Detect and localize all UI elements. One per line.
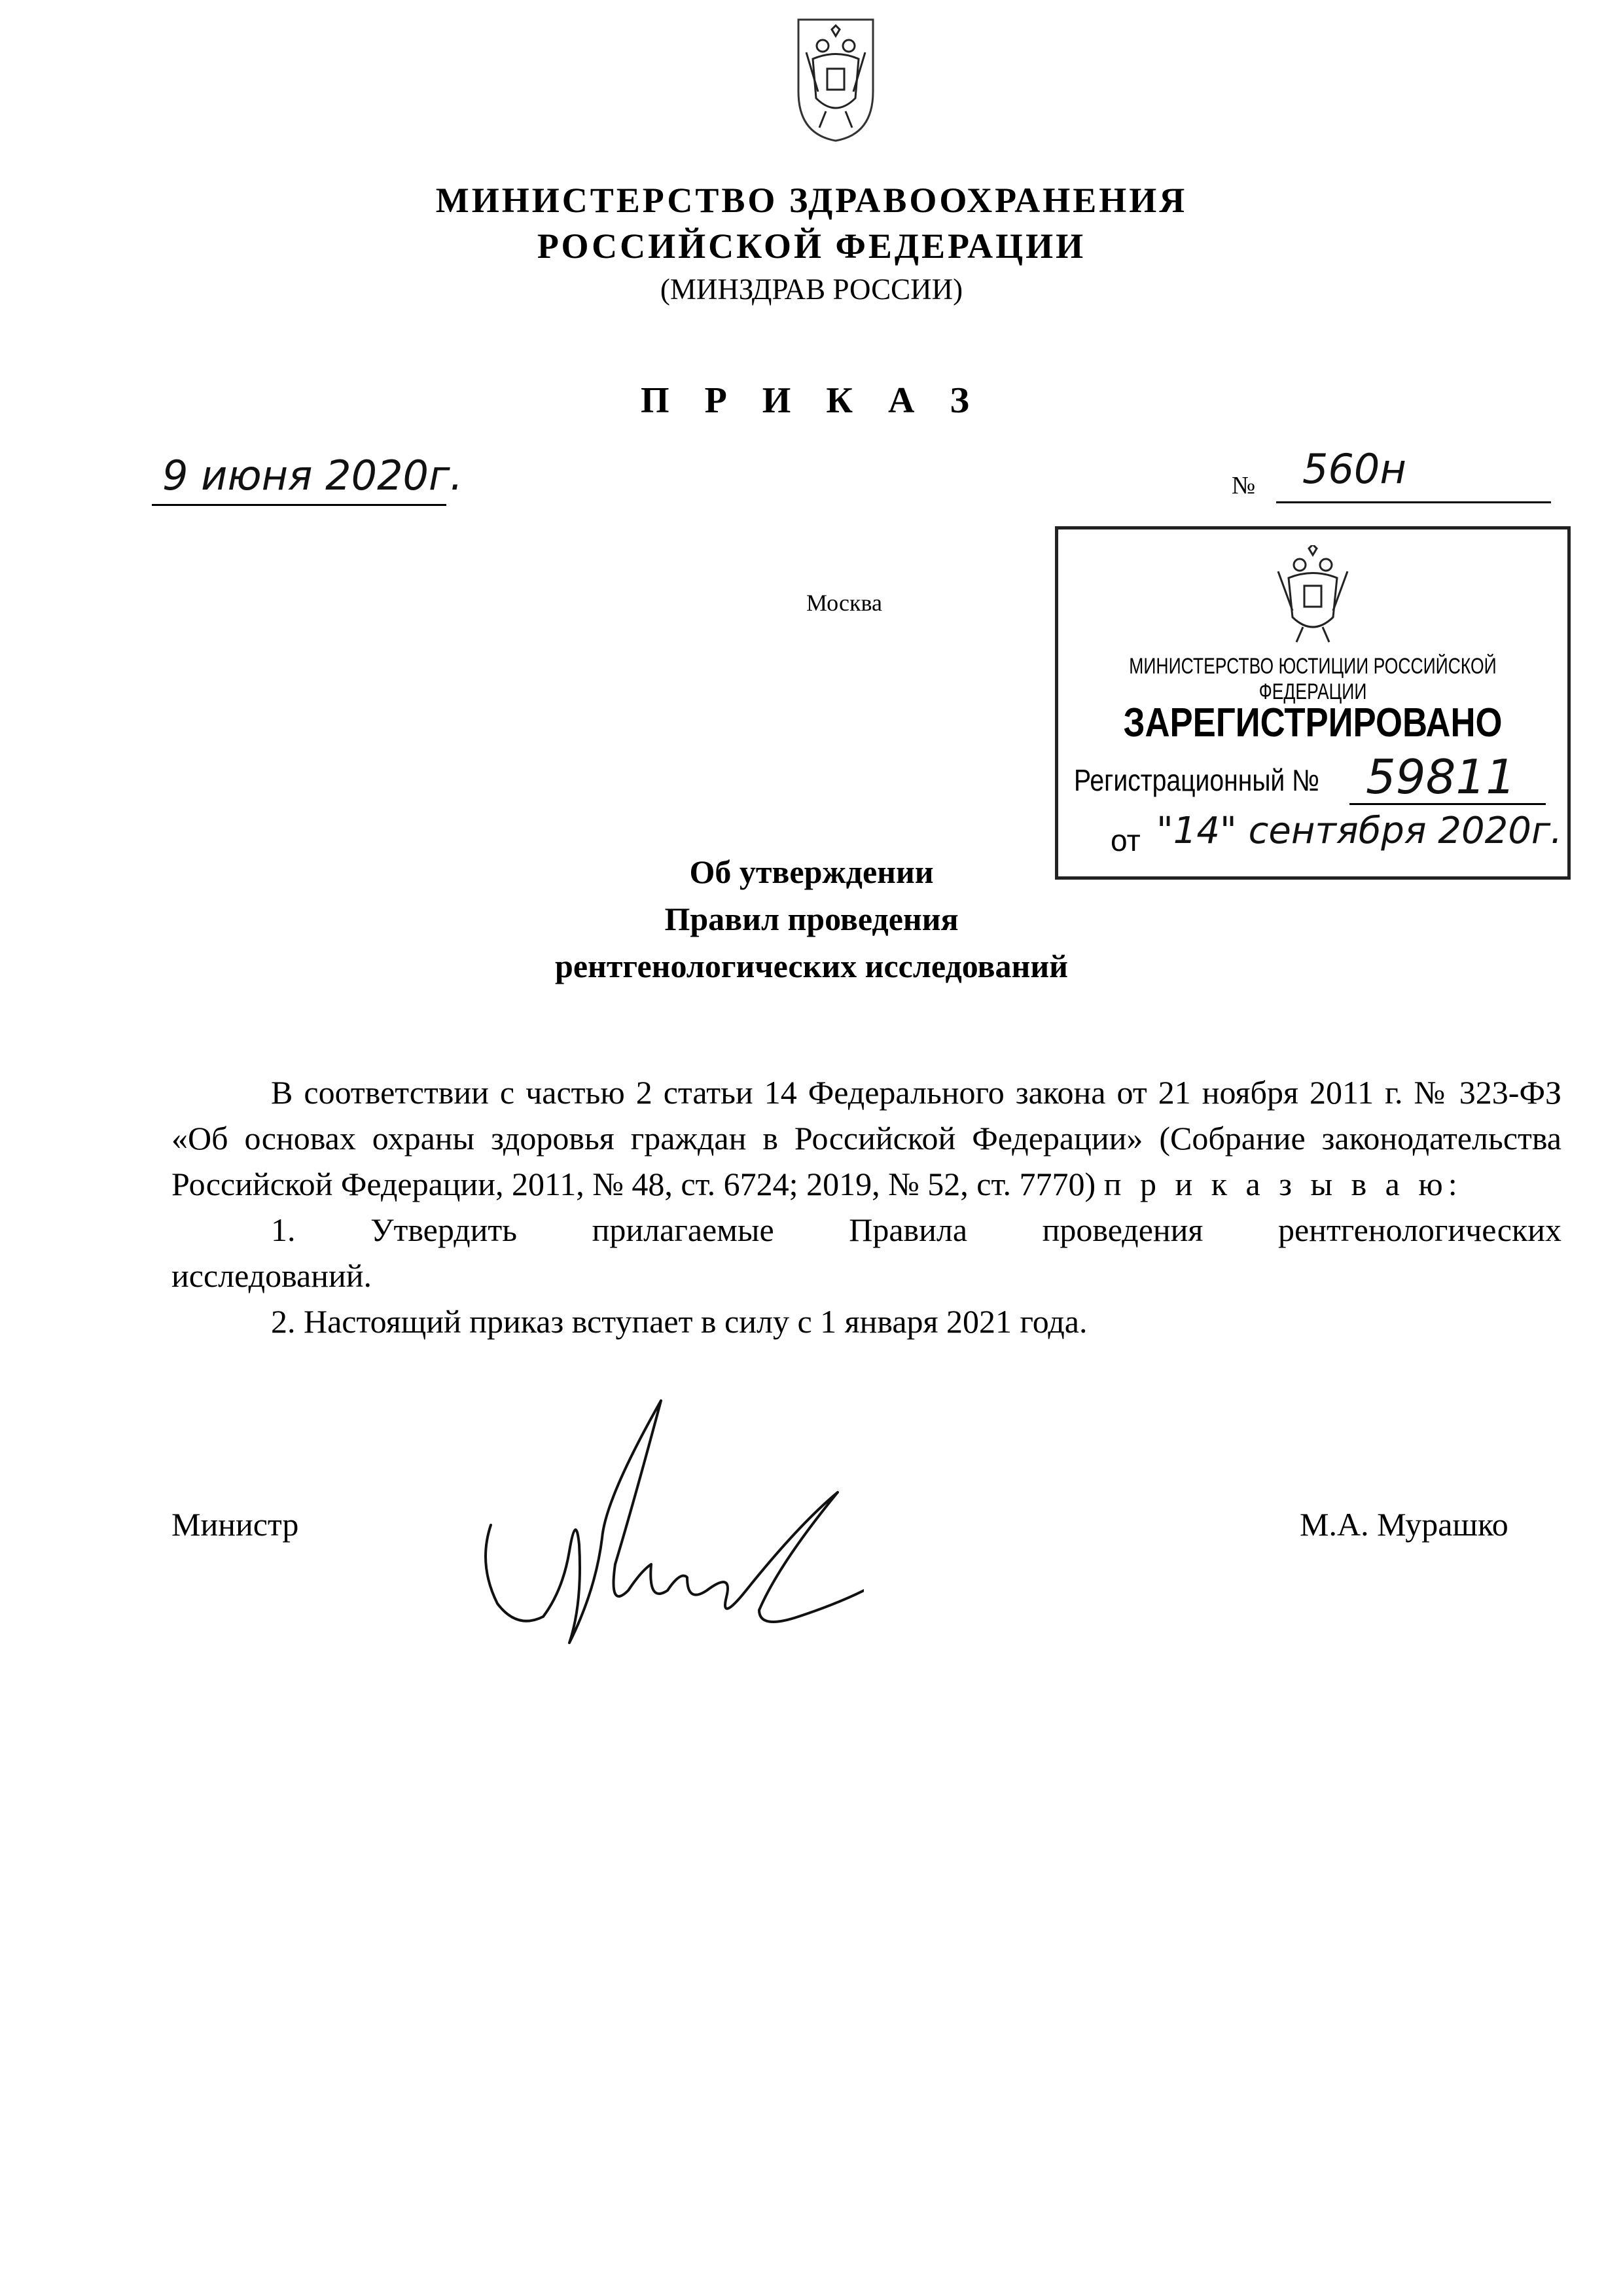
order-date: 9 июня 2020г. [162, 452, 463, 499]
signatory-position: Министр [171, 1506, 299, 1543]
order-title: П Р И К А З [641, 380, 982, 421]
stamp-reg-label: Регистрационный № [1074, 763, 1320, 797]
ministry-short-name: (МИНЗДРАВ РОССИИ) [660, 273, 963, 306]
subject-line1: Об утверждении [689, 853, 934, 890]
stamp-ministry: МИНИСТЕРСТВО ЮСТИЦИИ РОССИЙСКОЙ ФЕДЕРАЦИИ [1129, 654, 1497, 704]
order-number: 560н [1302, 445, 1406, 493]
item-1-line1: 1. Утвердить прилагаемые Правила проведения рентгенологических [271, 1211, 1561, 1248]
ministry-name-line2: РОССИЙСКОЙ ФЕДЕРАЦИИ [537, 226, 1086, 266]
subject-line2: Правил проведения [664, 901, 959, 937]
coat-of-arms-icon [1270, 545, 1355, 643]
stamp-status: ЗАРЕГИСТРИРОВАНО [1123, 700, 1503, 745]
stamp-reg-number: 59811 [1366, 749, 1516, 804]
preamble-text: В соответствии с частью 2 статьи 14 Федерального закона от 21 ноября 2011 г. № 323-ФЗ «Об основах охраны здоровья граждан в Российской Федерации» (Собрание законодательства Российской Федерации, 2011, № 48, ст. 6724; 2019, № 52, ст. 7770) [171, 1074, 1561, 1202]
preamble-paragraph [171, 1069, 1561, 1207]
item-2: 2. Настоящий приказ вступает в силу с 1 января 2021 года. [271, 1303, 1088, 1340]
date-underline [152, 504, 446, 506]
number-sign: № [1232, 472, 1256, 499]
stamp-date-label: от [1111, 823, 1141, 857]
coat-of-arms-icon [793, 13, 878, 144]
stamp-reg-underline [1349, 803, 1546, 805]
stamp-date: "14" сентября 2020г. [1156, 810, 1563, 852]
city: Москва [806, 590, 882, 616]
subject-line3: рентгенологических исследований [555, 948, 1068, 984]
signature-image [471, 1394, 864, 1669]
signatory-name: М.А. Мурашко [1300, 1506, 1508, 1543]
ministry-name-line1: МИНИСТЕРСТВО ЗДРАВООХРАНЕНИЯ [435, 181, 1188, 220]
body [171, 1069, 1561, 1344]
item-1-line2: исследований. [171, 1257, 372, 1294]
number-underline [1276, 501, 1551, 503]
registration-stamp [1055, 526, 1571, 880]
order-word: п р и к а з ы в а ю: [1103, 1166, 1463, 1202]
